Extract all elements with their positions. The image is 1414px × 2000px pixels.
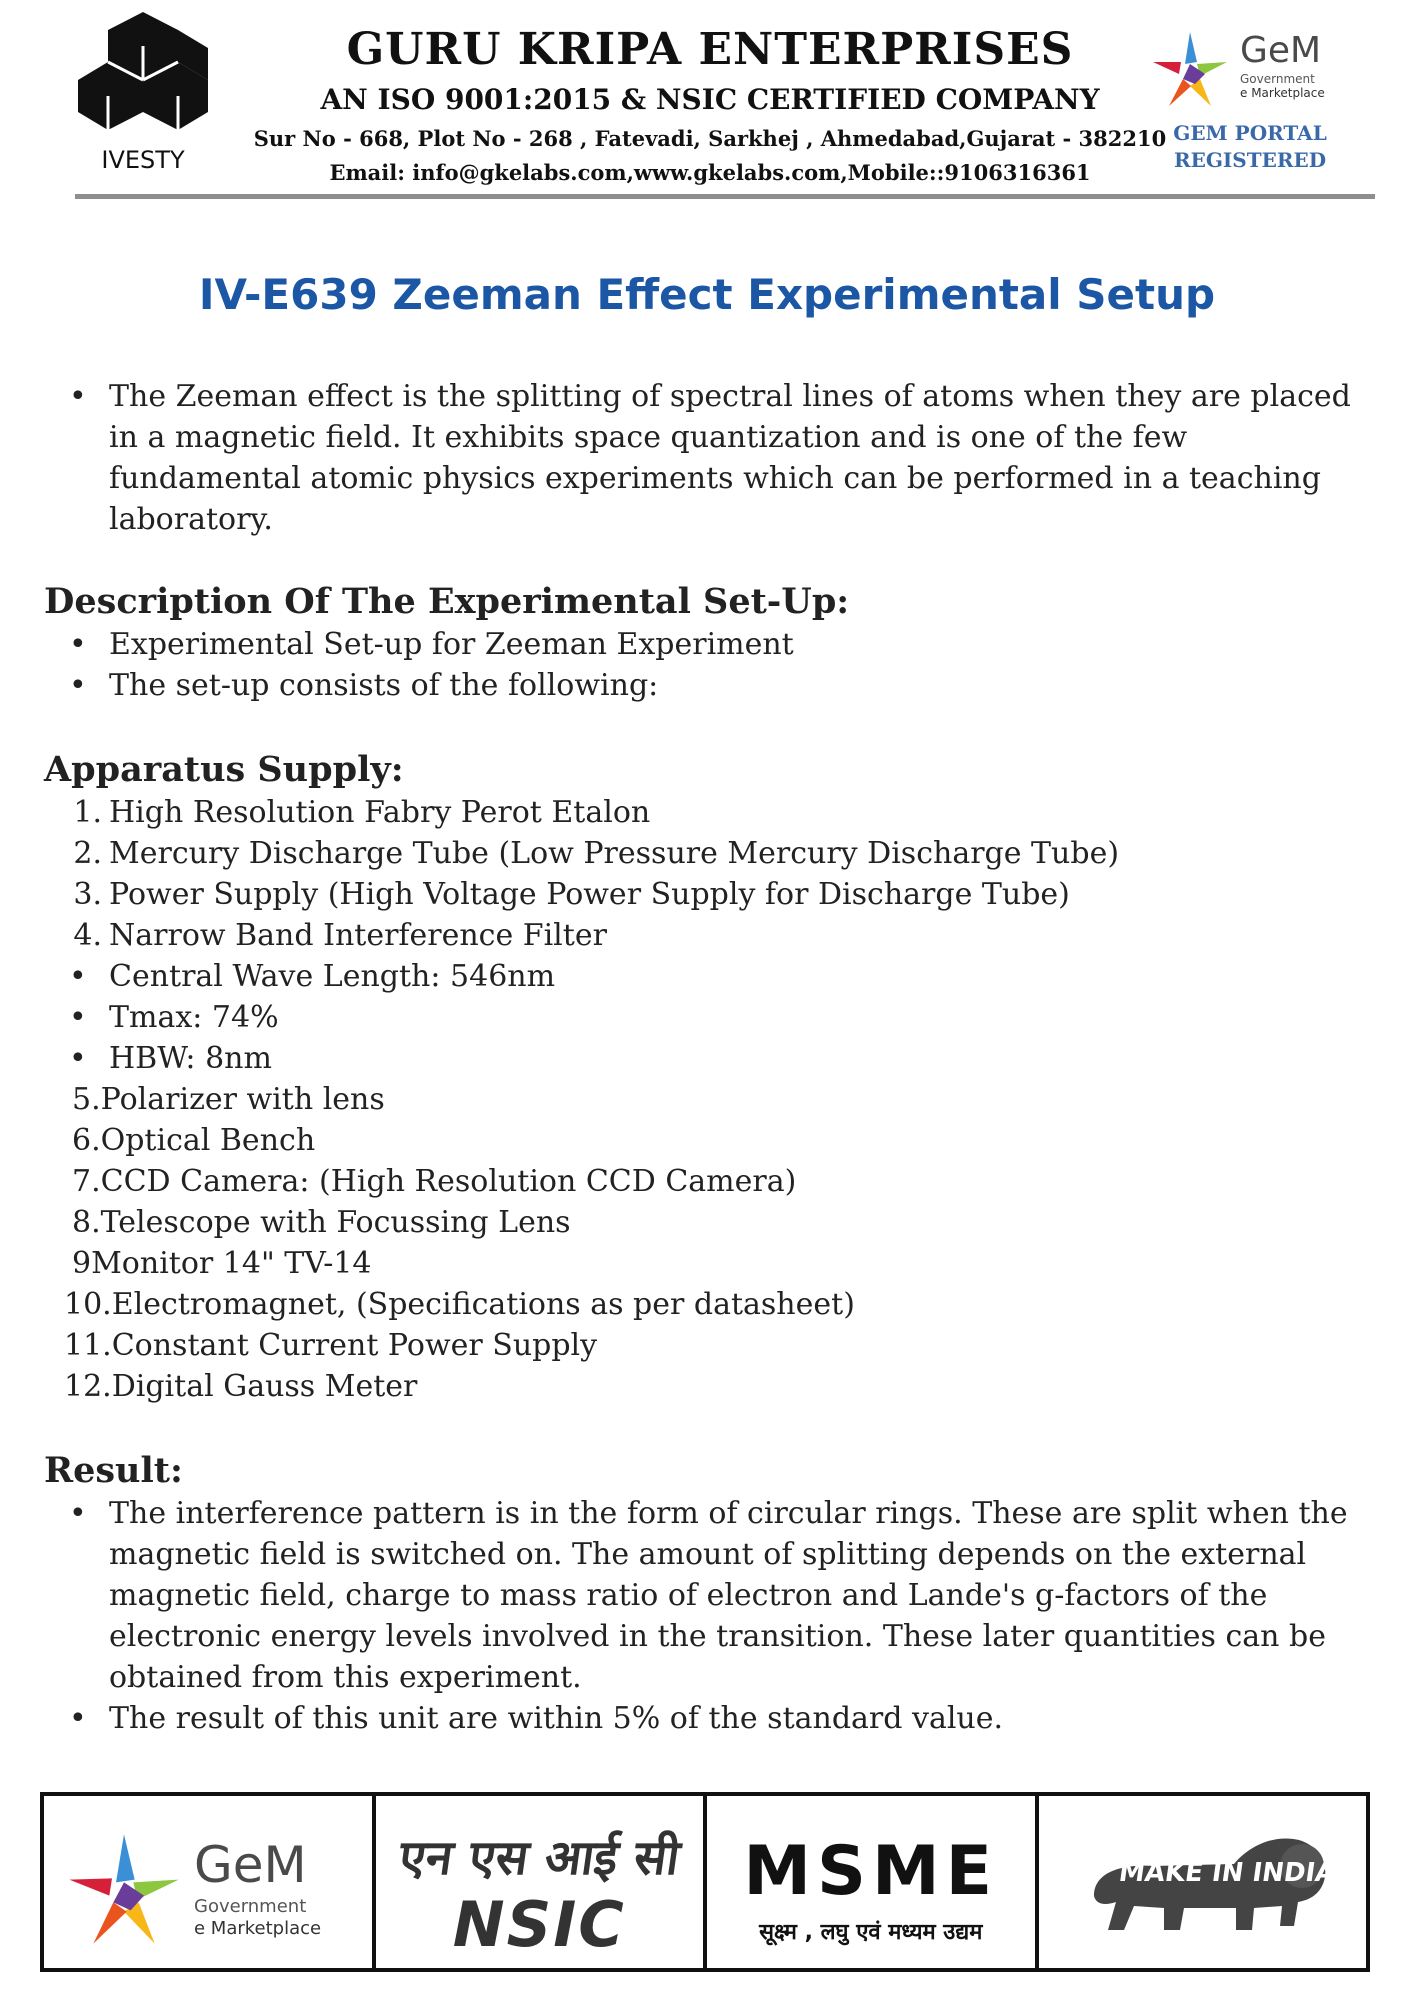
intro-paragraph: • The Zeeman effect is the splitting of spectral lines of atoms when they are placed in a magnetic field. It exhibits space quantization and is one of the few fundamental atomic physics experiments which can be performed in a teaching laboratory.: [44, 376, 1374, 540]
footer-make-in-india-logo: [1039, 1796, 1367, 1968]
footer-nsic-logo: [376, 1796, 708, 1968]
apparatus-item: 9Monitor 14" TV-14: [72, 1246, 372, 1281]
nsic-english-text: NSIC: [452, 1888, 626, 1961]
gem-portal-line2: REGISTERED: [1173, 148, 1327, 172]
description-item: • The set-up consists of the following:: [44, 665, 1374, 706]
msme-word: MSME: [743, 1832, 999, 1911]
footer-gem-government: Government: [194, 1896, 307, 1917]
letterhead: [0, 0, 1414, 210]
ivesty-cube-icon: [78, 10, 208, 145]
description-heading: Description Of The Experimental Set-Up:: [44, 581, 850, 622]
apparatus-item: 6.Optical Bench: [72, 1123, 316, 1158]
header-divider: [75, 194, 1375, 199]
apparatus-item: 4. Narrow Band Interference Filter: [73, 918, 607, 953]
company-contact: Email: info@gkelabs.com,www.gkelabs.com,Mobile::9106316361: [329, 160, 1091, 185]
result-item: • The interference pattern is in the form of circular rings. These are split when the magnetic field is switched on. The amount of splitting depends on the external magnetic field, charge to mass ratio of electron and Lande's g-factors of the electronic energy levels involved in the transition. These later quantities can be obtained from this experiment.: [44, 1493, 1374, 1698]
apparatus-item: 1. High Resolution Fabry Perot Etalon: [73, 795, 651, 830]
apparatus-item: 11.Constant Current Power Supply: [64, 1328, 598, 1363]
gem-portal-line1: GEM PORTAL: [1173, 121, 1327, 145]
footer-msme-logo: [707, 1796, 1039, 1968]
footer-gem-logo: [44, 1796, 376, 1968]
result-item: • The result of this unit are within 5% of the standard value.: [44, 1698, 1374, 1739]
gem-header-logo: [1145, 24, 1355, 184]
filter-spec-item: • Tmax: 74%: [44, 997, 1374, 1038]
apparatus-item: 5.Polarizer with lens: [72, 1082, 385, 1117]
gem-word: GeM: [1240, 30, 1322, 71]
apparatus-item: 10.Electromagnet, (Specifications as per datasheet): [64, 1287, 855, 1322]
company-block: [250, 22, 1170, 190]
footer-gem-word: GeM: [194, 1836, 307, 1894]
apparatus-item: 2. Mercury Discharge Tube (Low Pressure Mercury Discharge Tube): [73, 836, 1120, 871]
page-title: IV-E639 Zeeman Effect Experimental Setup: [198, 270, 1216, 319]
apparatus-list: [44, 792, 1374, 1407]
gem-sub-government: Government: [1240, 72, 1315, 86]
result-list: [44, 1493, 1374, 1739]
ivesty-logo: [78, 10, 208, 180]
company-certification: AN ISO 9001:2015 & NSIC CERTIFIED COMPANY: [320, 83, 1100, 116]
result-heading: Result:: [44, 1450, 183, 1491]
intro-list: [44, 376, 1374, 540]
apparatus-item: 8.Telescope with Focussing Lens: [72, 1205, 571, 1240]
filter-spec-item: • Central Wave Length: 546nm: [44, 956, 1374, 997]
gem-portal-registered: [1145, 120, 1355, 174]
description-item: • Experimental Set-up for Zeeman Experiment: [44, 624, 1374, 665]
document-body: [44, 376, 1374, 1739]
msme-hindi-text: सूक्ष्म , लघु एवं मध्यम उद्यम: [759, 1920, 983, 1945]
apparatus-item: 12.Digital Gauss Meter: [64, 1369, 418, 1404]
gem-star-icon: [64, 1824, 184, 1954]
company-address: Sur No - 668, Plot No - 268 , Fatevadi, Sarkhej , Ahmedabad,Gujarat - 382210: [253, 126, 1167, 151]
apparatus-heading: Apparatus Supply:: [44, 749, 404, 790]
gem-sub-marketplace: e Marketplace: [1240, 86, 1325, 100]
company-name: GURU KRIPA ENTERPRISES: [346, 24, 1074, 75]
filter-spec-item: • HBW: 8nm: [44, 1038, 1374, 1079]
certification-footer: [40, 1792, 1370, 1972]
footer-gem-marketplace: e Marketplace: [194, 1918, 322, 1939]
apparatus-item: 3. Power Supply (High Voltage Power Supply for Discharge Tube): [73, 877, 1070, 912]
description-list: [44, 624, 1374, 706]
gem-star-icon: [1145, 24, 1235, 114]
make-in-india-text: MAKE IN INDIA: [1116, 1858, 1337, 1888]
nsic-hindi-text: एन एस आई सी: [395, 1830, 683, 1886]
apparatus-item: 7.CCD Camera: (High Resolution CCD Camera): [72, 1164, 797, 1199]
ivesty-brand-text: IVESTY: [101, 146, 185, 174]
